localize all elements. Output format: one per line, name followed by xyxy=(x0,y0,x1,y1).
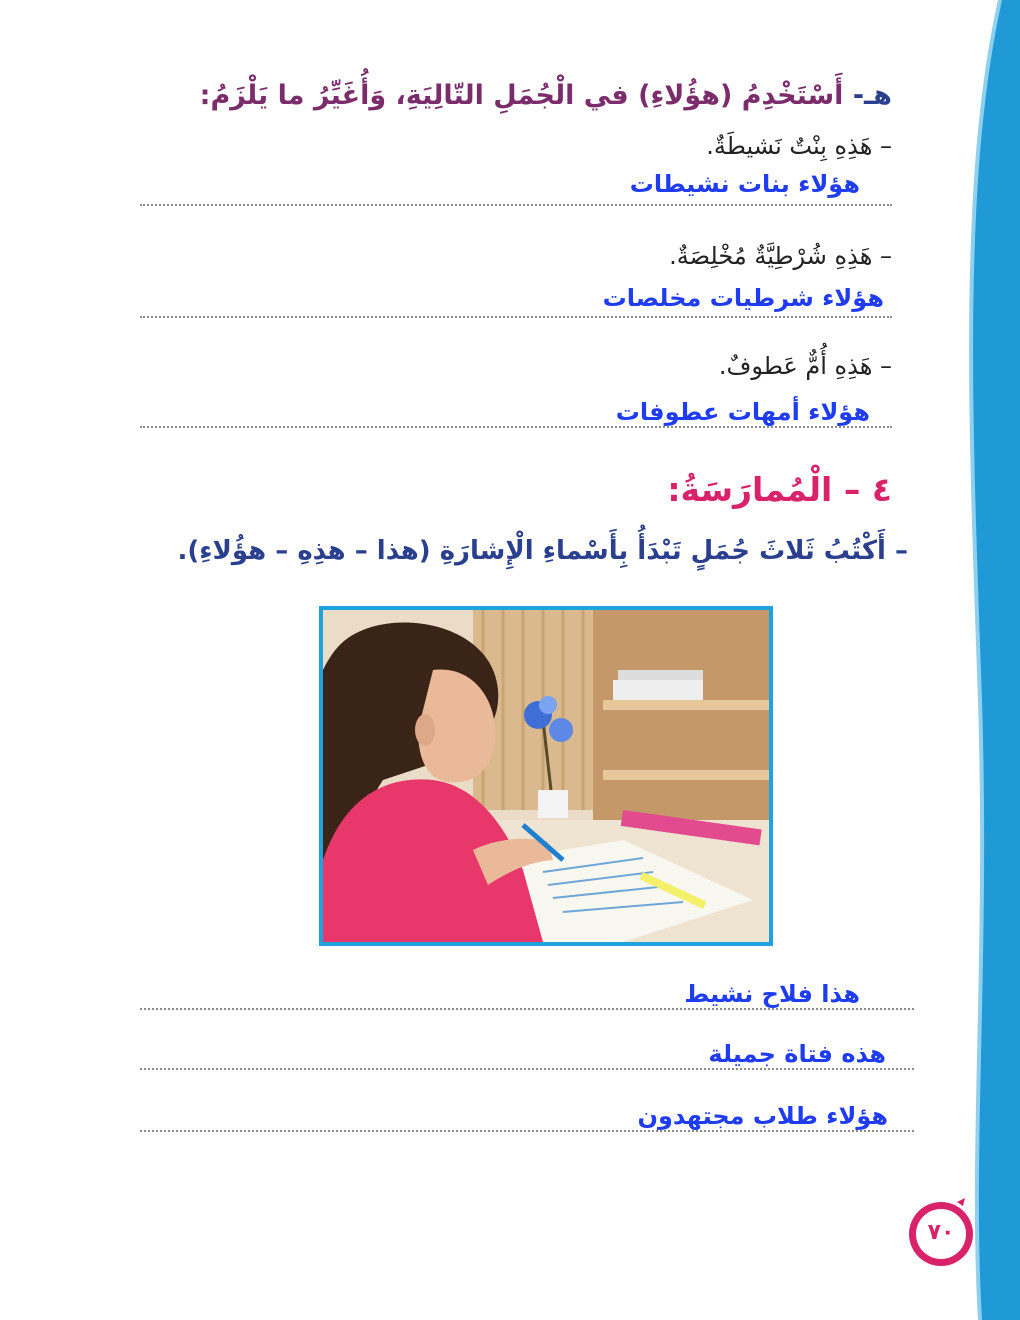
exercise-heading xyxy=(200,80,892,111)
answer-3[interactable]: هؤلاء أمهات عطوفات xyxy=(615,398,870,426)
section-4-title: ٤ – الْمُمارَسَةُ: xyxy=(667,470,892,509)
answer-1[interactable]: هؤلاء بنات نشيطات xyxy=(629,170,860,198)
practice-answer-3[interactable]: هؤلاء طلاب مجتهدون xyxy=(637,1102,888,1130)
answer-line-1 xyxy=(140,204,892,206)
page-number: ٧٠ xyxy=(927,1220,955,1245)
side-band-decoration xyxy=(940,0,1020,1320)
photo-girl-writing xyxy=(319,606,773,946)
answer-2[interactable]: هؤلاء شرطيات مخلصات xyxy=(602,284,884,312)
exercise-instruction: أَسْتَخْدِمُ (هؤُلاءِ) في الْجُمَلِ التّالِيَةِ، وَأُغَيِّرُ ما يَلْزَمُ: xyxy=(199,80,844,111)
girl-studying-illustration xyxy=(323,610,769,942)
answer-line-3 xyxy=(140,426,892,428)
sentence-3: – هَذِهِ أُمٌّ عَطوفٌ. xyxy=(718,352,892,380)
practice-line-1 xyxy=(140,1008,914,1010)
practice-line-2 xyxy=(140,1068,914,1070)
sentence-1: – هَذِهِ بِنْتٌ نَشيطَةٌ. xyxy=(706,132,892,160)
practice-answer-1[interactable]: هذا فلاح نشيط xyxy=(684,980,860,1008)
section-4-instruction: – أَكْتُبُ ثَلاثَ جُمَلٍ تَبْدَأُ بِأَسْماءِ الْإِشارَةِ (هذا – هذِهِ – هؤُلاءِ). xyxy=(177,536,908,566)
page-number-badge xyxy=(905,1196,977,1268)
sentence-2: – هَذِهِ شُرْطِيَّةٌ مُخْلِصَةٌ. xyxy=(669,242,892,270)
practice-answer-2[interactable]: هذه فتاة جميلة xyxy=(708,1040,886,1068)
answer-line-2 xyxy=(140,316,892,318)
practice-line-3 xyxy=(140,1130,914,1132)
exercise-label: هـ- xyxy=(852,80,892,111)
